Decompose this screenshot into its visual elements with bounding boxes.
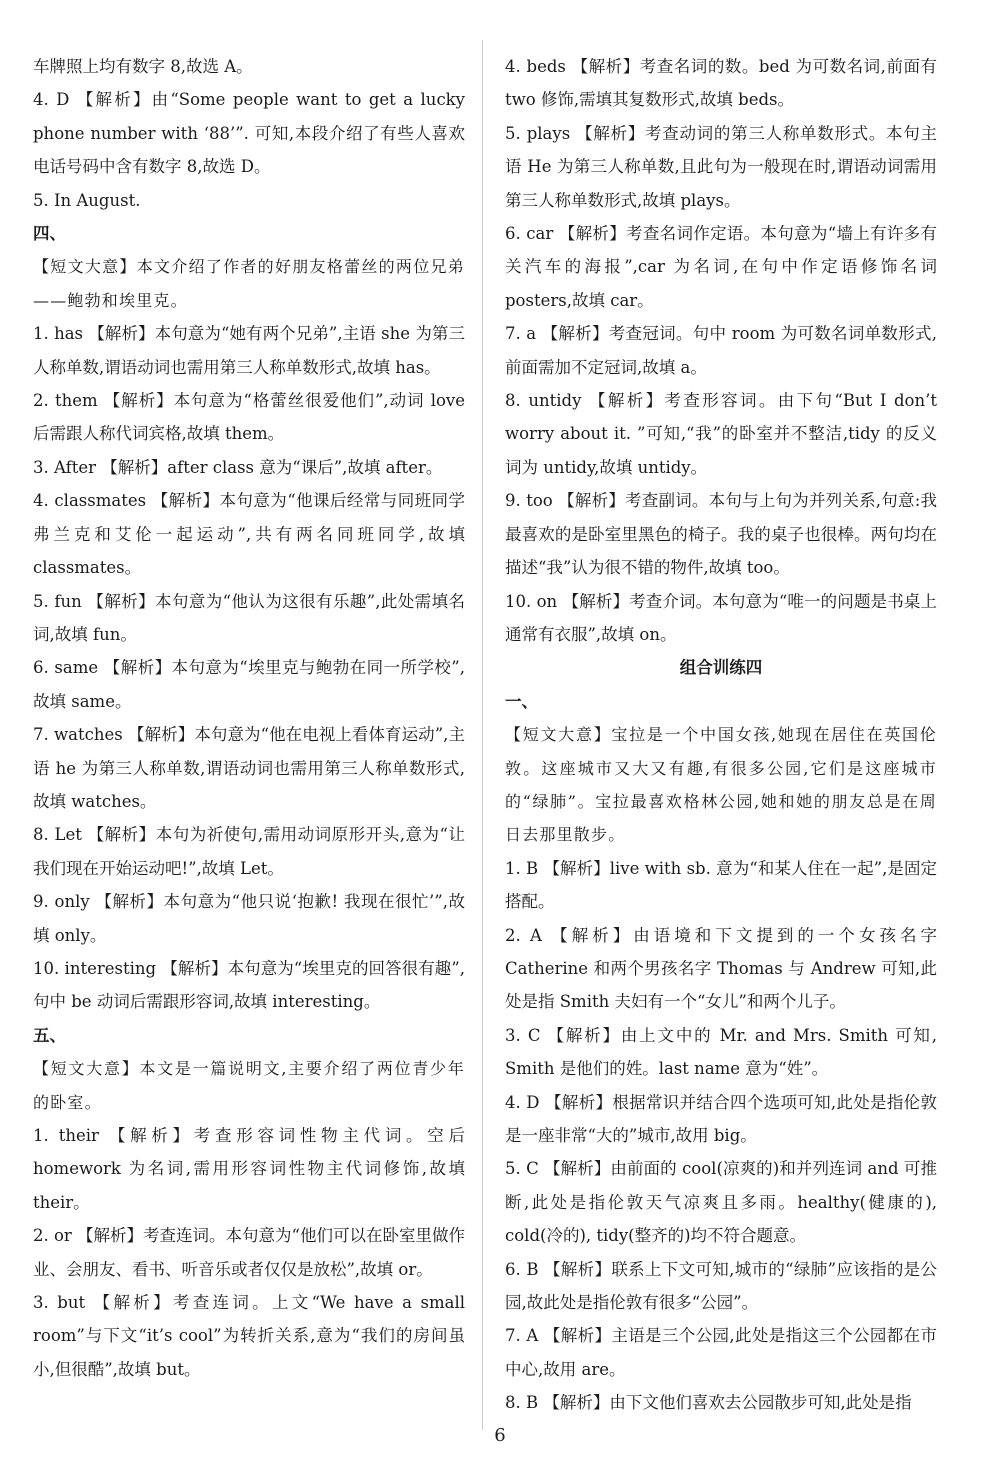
right-paragraph: 9. too 【解析】考查副词。本句与上句为并列关系,句意:我最喜欢的是卧室里黑色的椅子。我的桌子也很棒。两句均在描述“我”认为很不错的物件,故填 too。 [505, 491, 937, 578]
left-paragraph: 5. In August. [33, 190, 141, 210]
left-paragraph: 2. or 【解析】考查连词。本句意为“他们可以在卧室里做作业、会朋友、看书、听音乐或者仅仅是放松”,故填 or。 [33, 1226, 465, 1279]
right-paragraph: 5. C 【解析】由前面的 cool(凉爽的)和并列连词 and 可推断,此处是指伦敦天气凉爽且多雨。healthy(健康的), cold(冷的), tidy(整齐的)均不符合题意。 [505, 1159, 937, 1246]
right-paragraph: 6. car 【解析】考查名词作定语。本句意为“墙上有许多有关汽车的海报”,car 为名词,在句中作定语修饰名词 posters,故填 car。 [505, 224, 937, 310]
right-paragraph: 1. B 【解析】live with sb. 意为“和某人住在一起”,是固定搭配。 [505, 858, 937, 912]
right-paragraph: 7. a 【解析】考查冠词。句中 room 为可数名词单数形式,前面需加不定冠词,故填 a。 [505, 324, 937, 377]
left-paragraph: 1. has 【解析】本句意为“她有两个兄弟”,主语 she 为第三人称单数,谓语动词也需用第三人称单数形式,故填 has。 [33, 324, 465, 377]
left-paragraph: 1. their 【解析】考查形容词性物主代词。空后 homework 为名词,需用形容词性物主代词修饰,故填 their。 [33, 1126, 465, 1212]
left-paragraph: 7. watches 【解析】本句意为“他在电视上看体育运动”,主语 he 为第三人称单数,谓语动词也需用第三人称单数形式,故填 watches。 [33, 725, 465, 811]
left-paragraph: 车牌照上均有数字 8,故选 A。 [33, 57, 253, 76]
left-paragraph: 6. same 【解析】本句意为“埃里克与鲍勃在同一所学校”,故填 same。 [33, 658, 465, 711]
right-column [505, 50, 937, 1420]
left-column [33, 50, 465, 1386]
right-paragraph: 一、 [505, 691, 538, 711]
right-paragraph: 【短文大意】宝拉是一个中国女孩,她现在居住在英国伦敦。这座城市又大又有趣,有很多公园,它们是这座城市的“绿肺”。宝拉最喜欢格林公园,她和她的朋友总是在周日去那里散步。 [505, 725, 937, 845]
left-paragraph: 2. them 【解析】本句意为“格蕾丝很爱他们”,动词 love 后需跟人称代词宾格,故填 them。 [33, 391, 465, 444]
left-paragraph: 5. fun 【解析】本句意为“他认为这很有乐趣”,此处需填名词,故填 fun。 [33, 591, 465, 644]
left-paragraph: 4. D 【解析】由“Some people want to get a lucky phone number with ‘88’”. 可知,本段介绍了有些人喜欢电话号码中含有数字 8,故选 D。 [33, 90, 465, 177]
left-paragraph: 【短文大意】本文是一篇说明文,主要介绍了两位青少年的卧室。 [33, 1059, 465, 1112]
right-paragraph: 6. B 【解析】联系上下文可知,城市的“绿肺”应该指的是公园,故此处是指伦敦有很多“公园”。 [505, 1259, 937, 1313]
right-paragraph: 10. on 【解析】考查介词。本句意为“唯一的问题是书桌上通常有衣服”,故填 on。 [505, 591, 937, 644]
left-paragraph: 4. classmates 【解析】本句意为“他课后经常与同班同学弗兰克和艾伦一起运动”,共有两名同班同学,故填 classmates。 [33, 491, 465, 578]
left-paragraph: 10. interesting 【解析】本句意为“埃里克的回答很有趣”,句中 be 动词后需跟形容词,故填 interesting。 [33, 958, 465, 1012]
column-divider [482, 40, 483, 1430]
right-paragraph: 组合训练四 [679, 658, 763, 678]
left-paragraph: 3. After 【解析】after class 意为“课后”,故填 after。 [33, 457, 443, 477]
left-paragraph: 9. only 【解析】本句意为“他只说‘抱歉! 我现在很忙’”,故填 only。 [33, 892, 465, 945]
right-paragraph: 8. untidy 【解析】考查形容词。由下句“But I don’t worry about it. ”可知,“我”的卧室并不整洁,tidy 的反义词为 untidy,故填 untidy。 [505, 391, 937, 477]
right-paragraph: 3. C 【解析】由上文中的 Mr. and Mrs. Smith 可知, Smith 是他们的姓。last name 意为“姓”。 [505, 1025, 937, 1079]
right-paragraph: 4. D 【解析】根据常识并结合四个选项可知,此处是指伦敦是一座非常“大的”城市,故用 big。 [505, 1092, 937, 1145]
right-paragraph: 5. plays 【解析】考查动词的第三人称单数形式。本句主语 He 为第三人称单数,且此句为一般现在时,谓语动词需用第三人称单数形式,故填 plays。 [505, 123, 937, 210]
right-paragraph: 4. beds 【解析】考查名词的数。bed 为可数名词,前面有 two 修饰,需填其复数形式,故填 beds。 [505, 57, 937, 110]
left-paragraph: 【短文大意】本文介绍了作者的好朋友格蕾丝的两位兄弟——鲍勃和埃里克。 [33, 257, 465, 310]
right-paragraph: 2. A 【解析】由语境和下文提到的一个女孩名字 Catherine 和两个男孩名字 Thomas 与 Andrew 可知,此处是指 Smith 夫妇有一个“女儿”和两个儿子。 [505, 925, 937, 1012]
page-number: 6 [494, 1425, 506, 1446]
left-paragraph: 五、 [33, 1025, 66, 1045]
right-paragraph: 8. B 【解析】由下文他们喜欢去公园散步可知,此处是指 [505, 1393, 912, 1413]
left-paragraph: 四、 [33, 224, 66, 244]
right-paragraph: 7. A 【解析】主语是三个公园,此处是指这三个公园都在市中心,故用 are。 [505, 1326, 937, 1379]
left-paragraph: 3. but 【解析】考查连词。上文“We have a small room”与下文“it’s cool”为转折关系,意为“我们的房间虽小,但很酷”,故填 but。 [33, 1293, 465, 1379]
left-paragraph: 8. Let 【解析】本句为祈使句,需用动词原形开头,意为“让我们现在开始运动吧!”,故填 Let。 [33, 825, 465, 878]
